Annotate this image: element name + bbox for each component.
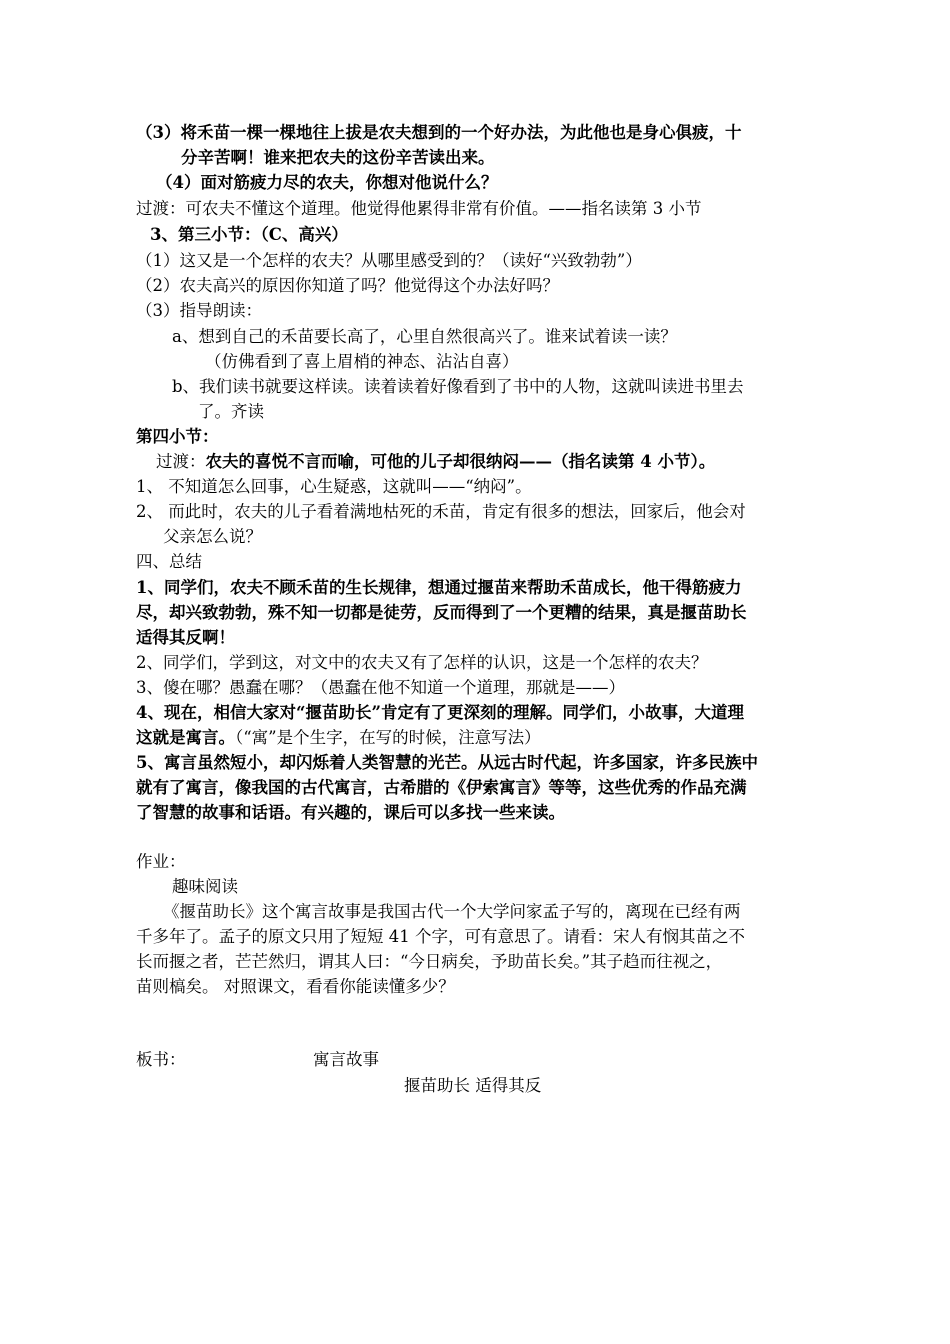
board-label: 板书： <box>136 1050 186 1069</box>
homework-heading: 作业： <box>136 852 186 871</box>
paragraph-3-line-1: （3）将禾苗一棵一棵地往上拔是农夫想到的一个好办法，为此他也是身心俱疲，十 <box>136 123 742 142</box>
transition-2-text: 农夫的喜悦不言而喻，可他的儿子却很纳闷——（指名读第 4 小节）。 <box>205 452 716 471</box>
summary-1-line-2: 尽，却兴致勃勃，殊不知一切都是徒劳，反而得到了一个更糟的结果，真是揠苗助长 <box>136 603 747 622</box>
reading-guide-a-line-2: （仿佛看到了喜上眉梢的神态、沾沾自喜） <box>205 352 519 371</box>
summary-5-line-2: 就有了寓言，像我国的古代寓言，古希腊的《伊索寓言》等等，这些优秀的作品充满 <box>136 778 747 797</box>
summary-5-line-3: 了智慧的故事和话语。有兴趣的，课后可以多找一些来读。 <box>136 803 565 822</box>
paragraph-4: （4）面对筋疲力尽的农夫，你想对他说什么？ <box>156 173 498 192</box>
transition-2-prefix: 过渡： <box>156 452 206 471</box>
question-1: （1）这又是一个怎样的农夫？从哪里感受到的？（读好“兴致勃勃”） <box>136 251 642 270</box>
homework-line-4: 苗则槁矣。 对照课文，看看你能读懂多少？ <box>136 977 455 996</box>
question-3: （3）指导朗读： <box>136 301 262 320</box>
section-3-heading: 3、第三小节：（C、高兴） <box>150 225 348 244</box>
section-4-item-2-line-1: 2、 而此时，农夫的儿子看着满地枯死的禾苗，肯定有很多的想法，回家后，他会对 <box>136 502 746 521</box>
summary-2: 2、同学们，学到这，对文中的农夫又有了怎样的认识，这是一个怎样的农夫？ <box>136 653 708 672</box>
summary-4-bold: 这就是寓言。 <box>136 728 235 747</box>
transition-2 <box>156 450 715 474</box>
reading-guide-b-line-2: 了。齐读 <box>198 402 264 421</box>
summary-1-line-1: 1、同学们，农夫不顾禾苗的生长规律，想通过揠苗来帮助禾苗成长，他干得筋疲力 <box>136 578 742 597</box>
summary-1-line-3: 适得其反啊！ <box>136 628 235 647</box>
homework-subheading: 趣味阅读 <box>172 877 238 896</box>
board-content: 揠苗助长 适得其反 <box>404 1076 542 1095</box>
question-2: （2）农夫高兴的原因你知道了吗？他觉得这个办法好吗？ <box>136 276 559 295</box>
section-4-item-1: 1、 不知道怎么回事，心生疑惑，这就叫——“纳闷”。 <box>136 477 532 496</box>
summary-4-line-2 <box>136 726 541 750</box>
summary-4-line-1: 4、现在，相信大家对“揠苗助长”肯定有了更深刻的理解。同学们，小故事，大道理 <box>136 703 744 722</box>
section-4-item-2-line-2: 父亲怎么说？ <box>163 527 262 546</box>
summary-3: 3、傻在哪？愚蠢在哪？（愚蠢在他不知道一个道理，那就是——） <box>136 678 625 697</box>
homework-line-1: 《揠苗助长》这个寓言故事是我国古代一个大学问家孟子写的，离现在已经有两 <box>163 902 741 921</box>
homework-line-3: 长而揠之者，芒芒然归，谓其人曰：“今日病矣，予助苗长矣。”其子趋而往视之， <box>136 952 723 971</box>
reading-guide-a-line-1: a、想到自己的禾苗要长高了，心里自然很高兴了。谁来试着读一读？ <box>172 327 677 346</box>
summary-heading: 四、总结 <box>136 552 202 571</box>
summary-4-note: （“寓”是个生字，在写的时候，注意写法） <box>235 728 541 747</box>
board-title: 寓言故事 <box>313 1050 379 1069</box>
section-4-heading: 第四小节： <box>136 427 219 446</box>
paragraph-3-line-2: 分辛苦啊！谁来把农夫的这份辛苦读出来。 <box>181 148 495 167</box>
reading-guide-b-line-1: b、我们读书就要这样读。读着读着好像看到了书中的人物，这就叫读进书里去 <box>172 377 744 396</box>
homework-line-2: 千多年了。孟子的原文只用了短短 41 个字，可有意思了。请看：宋人有悯其苗之不 <box>136 927 745 946</box>
summary-5-line-1: 5、寓言虽然短小，却闪烁着人类智慧的光芒。从远古时代起，许多国家，许多民族中 <box>136 753 758 772</box>
transition-1: 过渡：可农夫不懂这个道理。他觉得他累得非常有价值。——指名读第 3 小节 <box>136 199 702 218</box>
